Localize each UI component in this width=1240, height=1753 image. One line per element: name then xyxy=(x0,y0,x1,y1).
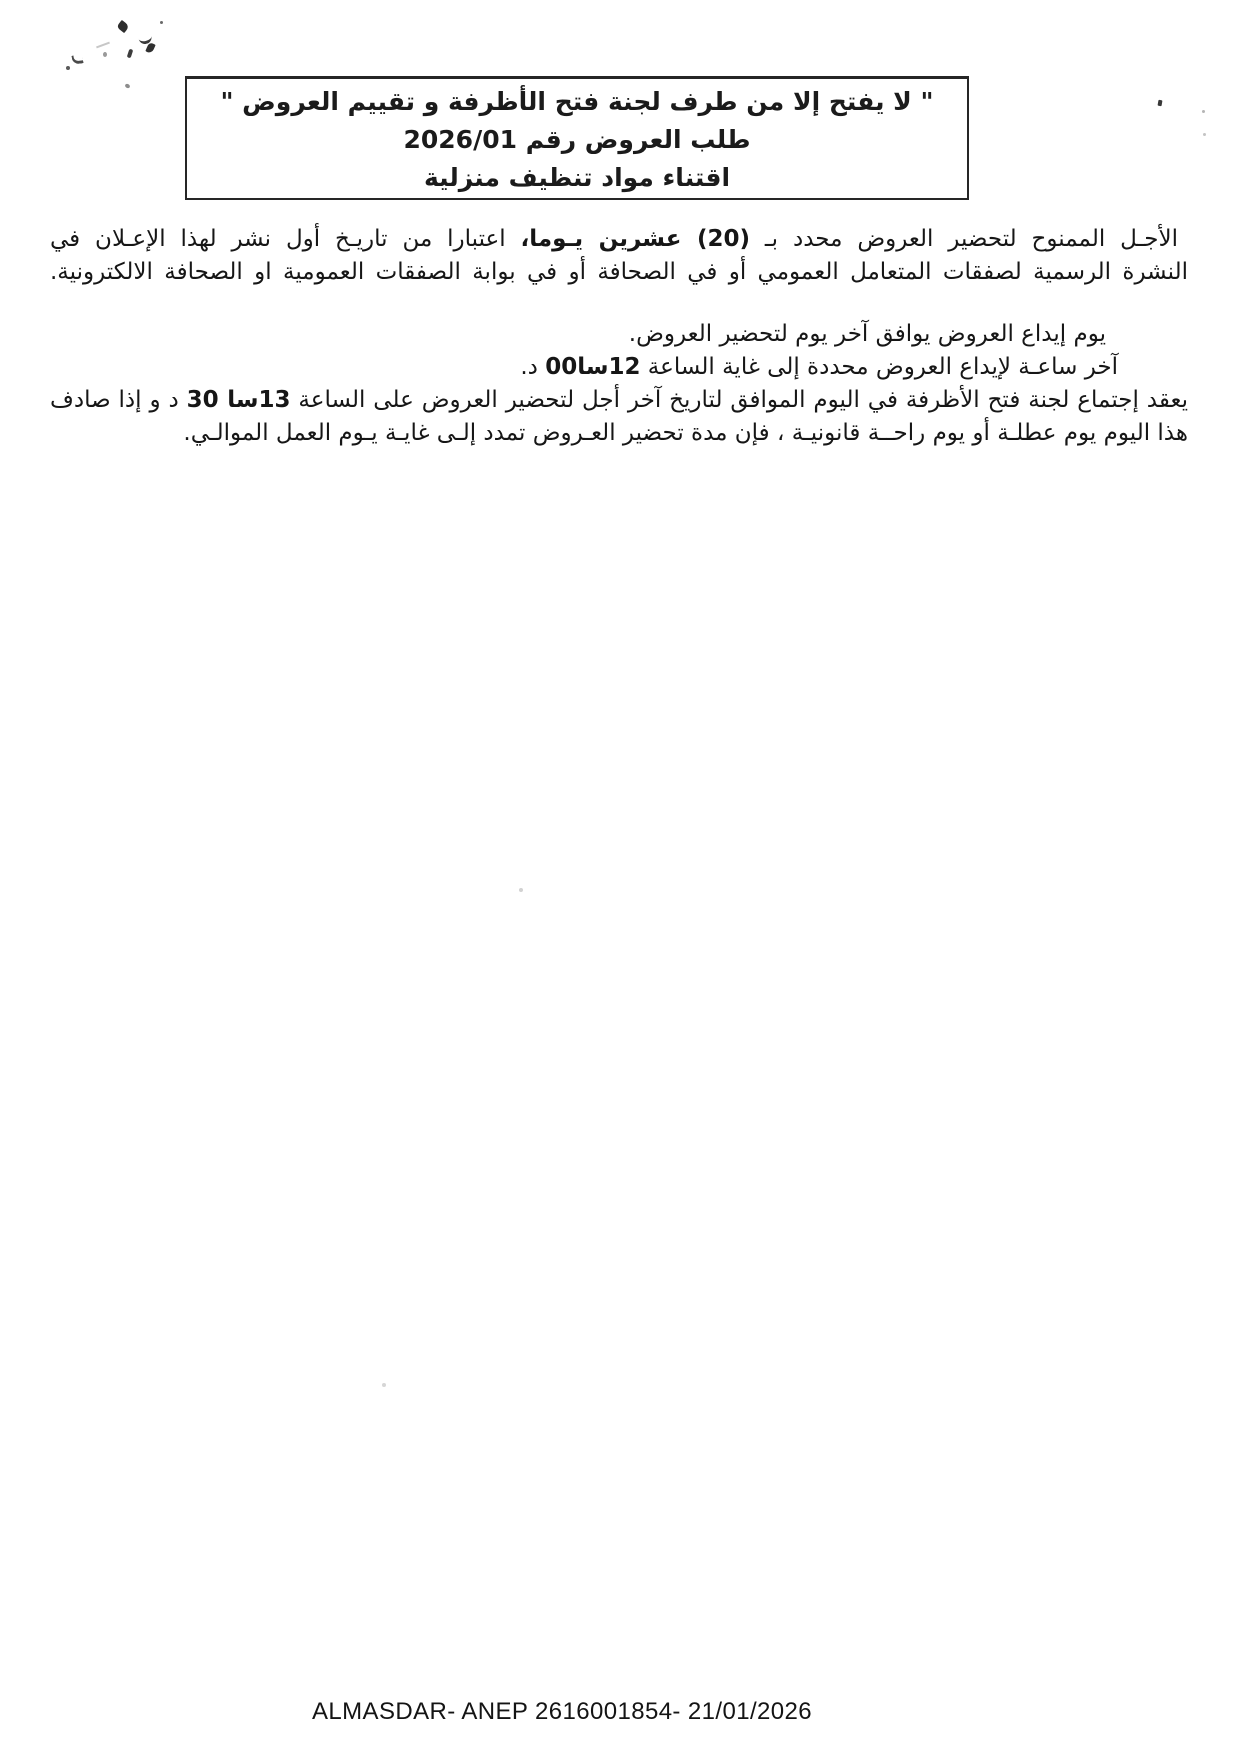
opening-meeting-line1 xyxy=(50,384,1188,417)
opening-meeting-suffix: د و إذا صادف xyxy=(50,387,187,413)
document-body xyxy=(50,223,1188,450)
scan-speck xyxy=(124,83,130,89)
deposit-day-line: يوم إيداع العروض يوافق آخر يوم لتحضير العروض. xyxy=(628,321,1106,347)
deadline-text-pre: الأجـل الممنوح لتحضير العروض محدد بـ xyxy=(750,226,1178,252)
deadline-duration-bold: (20) عشرين يـوما، xyxy=(520,226,751,252)
scan-speck xyxy=(138,35,152,46)
paragraph-spacer xyxy=(50,289,1188,318)
scan-speck xyxy=(519,888,523,892)
footer-anep-line: ALMASDAR- ANEP 2616001854- 21/01/2026 xyxy=(312,1698,813,1725)
scan-speck xyxy=(1202,110,1205,113)
paragraph-deadline-line2: النشرة الرسمية لصفقات المتعامل العمومي أو في الصحافة أو في بوابة الصفقات العمومية او الصحافة الالكترونية. xyxy=(50,259,1188,285)
scan-speck xyxy=(71,54,83,64)
deposit-hour-value-bold: 12سا00 xyxy=(545,354,641,380)
scan-speck xyxy=(127,49,134,59)
envelope-notice-line: " لا يفتح إلا من طرف لجنة فتح الأظرفة و تقييم العروض " xyxy=(220,87,934,116)
scan-speck xyxy=(1158,100,1163,107)
scan-speck xyxy=(96,42,110,49)
deposit-hour-text: آخر ساعـة لإيداع العروض محددة إلى غاية الساعة xyxy=(640,354,1118,380)
deposit-hour-suffix: د. xyxy=(520,354,546,380)
tender-subject-line: اقتناء مواد تنظيف منزلية xyxy=(423,163,731,192)
scan-speck xyxy=(66,66,70,70)
scan-speck xyxy=(116,20,129,33)
scan-speck xyxy=(160,21,163,24)
tender-header-box xyxy=(185,76,969,200)
deadline-text-post: اعتبارا من تاريـخ أول نشر لهذا الإعـلان في xyxy=(50,226,521,252)
opening-meeting-line2: هذا اليوم يوم عطلـة أو يوم راحــة قانونيـة ، فإن مدة تحضير العـروض تمدد إلـى غايـة يـوم العمل الموالـي. xyxy=(183,420,1188,446)
scan-speck xyxy=(103,52,107,57)
tender-number-line: طلب العروض رقم 2026/01 xyxy=(403,125,751,154)
opening-hour-value-bold: 13سا 30 xyxy=(186,387,291,413)
deposit-hour-line xyxy=(50,351,1188,384)
scan-speck xyxy=(1203,133,1206,136)
paragraph-deadline-line1 xyxy=(50,223,1188,256)
scan-speck xyxy=(382,1383,386,1387)
scan-speck xyxy=(145,42,155,54)
opening-meeting-text: يعقد إجتماع لجنة فتح الأظرفة في اليوم الموافق لتاريخ آخر أجل لتحضير العروض على الساعة xyxy=(290,387,1188,413)
